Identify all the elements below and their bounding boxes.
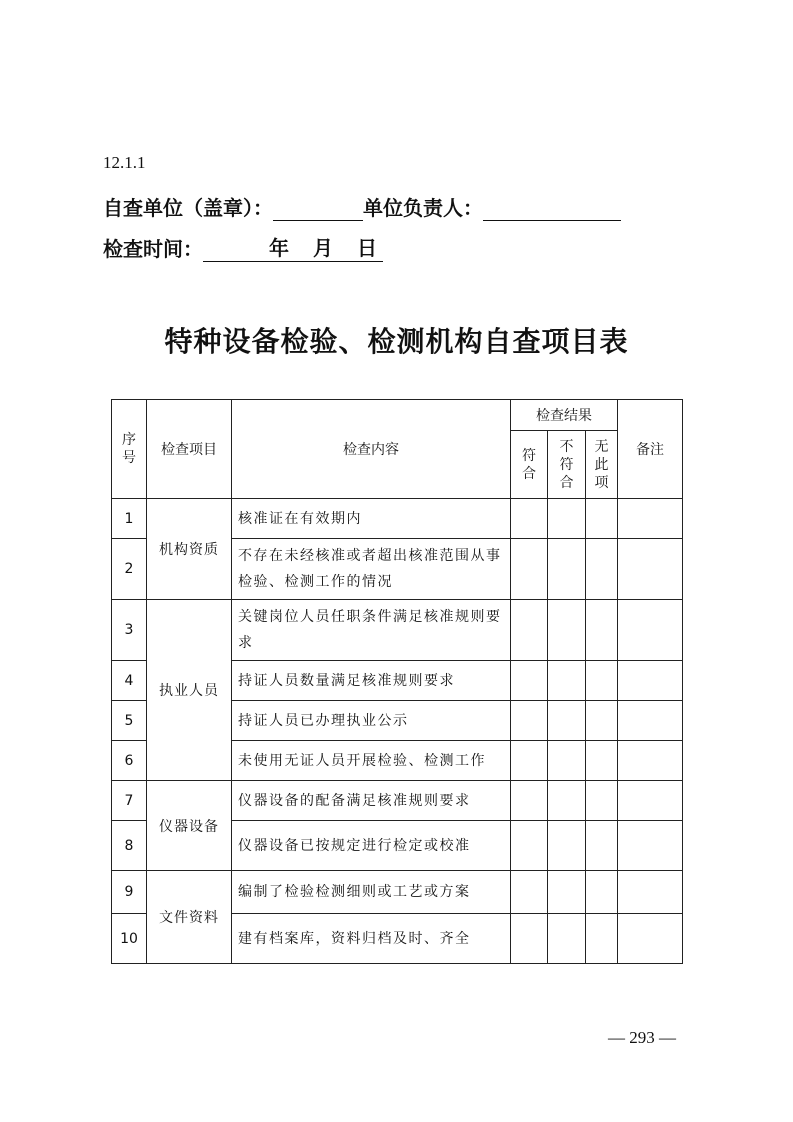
leader-label: 单位负责人： [363,196,483,220]
conform-cell[interactable] [511,781,548,821]
self-check-table [111,399,683,964]
row-number: 10 [112,914,147,964]
day-label: 日 [357,236,377,260]
header-seq: 序 号 [112,400,147,499]
row-number: 1 [112,499,147,539]
page-number: — 293 — [608,1028,676,1047]
page-title: 特种设备检验、检测机构自查项目表 [164,325,629,358]
conform-cell[interactable] [511,539,548,600]
row-number: 6 [112,741,147,781]
check-content: 仪器设备已按规定进行检定或校准 [232,821,511,871]
remark-cell[interactable] [618,781,683,821]
remark-cell[interactable] [618,539,683,600]
header-na: 无 此 项 [586,431,618,499]
table-row [112,871,683,914]
check-content: 编制了检验检测细则或工艺或方案 [232,871,511,914]
check-content: 不存在未经核准或者超出核准范围从事检验、检测工作的情况 [232,539,511,600]
remark-cell[interactable] [618,701,683,741]
row-number: 8 [112,821,147,871]
conform-cell[interactable] [511,499,548,539]
nonconform-cell[interactable] [548,499,586,539]
na-cell[interactable] [586,781,618,821]
check-content: 关键岗位人员任职条件满足核准规则要求 [232,600,511,661]
na-cell[interactable] [586,821,618,871]
header-conform: 符 合 [511,431,548,499]
na-cell[interactable] [586,499,618,539]
conform-cell[interactable] [511,914,548,964]
unit-line [103,192,621,221]
year-label: 年 [269,236,289,260]
check-content: 持证人员数量满足核准规则要求 [232,661,511,701]
table-row [112,781,683,821]
time-line [103,232,383,262]
conform-cell[interactable] [511,600,548,661]
row-number: 4 [112,661,147,701]
time-label: 检查时间： [103,237,203,261]
remark-cell[interactable] [618,499,683,539]
section-number: 12.1.1 [103,153,146,172]
leader-blank [483,200,621,221]
nonconform-cell[interactable] [548,871,586,914]
na-cell[interactable] [586,914,618,964]
header-item: 检查项目 [147,400,232,499]
header-content: 检查内容 [232,400,511,499]
row-number: 9 [112,871,147,914]
nonconform-cell[interactable] [548,539,586,600]
nonconform-cell[interactable] [548,741,586,781]
remark-cell[interactable] [618,741,683,781]
header-remark: 备注 [618,400,683,499]
check-content: 核准证在有效期内 [232,499,511,539]
unit-blank [273,200,363,221]
remark-cell[interactable] [618,871,683,914]
month-label: 月 [313,236,333,260]
na-cell[interactable] [586,661,618,701]
row-number: 5 [112,701,147,741]
nonconform-cell[interactable] [548,781,586,821]
conform-cell[interactable] [511,701,548,741]
check-content: 建有档案库，资料归档及时、齐全 [232,914,511,964]
check-item: 机构资质 [147,499,232,600]
conform-cell[interactable] [511,661,548,701]
check-content: 仪器设备的配备满足核准规则要求 [232,781,511,821]
check-content: 未使用无证人员开展检验、检测工作 [232,741,511,781]
nonconform-cell[interactable] [548,821,586,871]
date-blank [203,232,383,262]
header-result: 检查结果 [511,400,618,431]
table-row [112,600,683,661]
nonconform-cell[interactable] [548,914,586,964]
table-row [112,499,683,539]
row-number: 3 [112,600,147,661]
conform-cell[interactable] [511,821,548,871]
na-cell[interactable] [586,600,618,661]
remark-cell[interactable] [618,600,683,661]
na-cell[interactable] [586,701,618,741]
row-number: 2 [112,539,147,600]
remark-cell[interactable] [618,914,683,964]
check-content: 持证人员已办理执业公示 [232,701,511,741]
remark-cell[interactable] [618,821,683,871]
header-nonconform: 不 符 合 [548,431,586,499]
row-number: 7 [112,781,147,821]
remark-cell[interactable] [618,661,683,701]
na-cell[interactable] [586,871,618,914]
nonconform-cell[interactable] [548,661,586,701]
conform-cell[interactable] [511,871,548,914]
nonconform-cell[interactable] [548,701,586,741]
unit-label: 自查单位（盖章）： [103,196,273,220]
na-cell[interactable] [586,741,618,781]
na-cell[interactable] [586,539,618,600]
check-item: 仪器设备 [147,781,232,871]
conform-cell[interactable] [511,741,548,781]
check-item: 文件资料 [147,871,232,964]
check-item: 执业人员 [147,600,232,781]
nonconform-cell[interactable] [548,600,586,661]
